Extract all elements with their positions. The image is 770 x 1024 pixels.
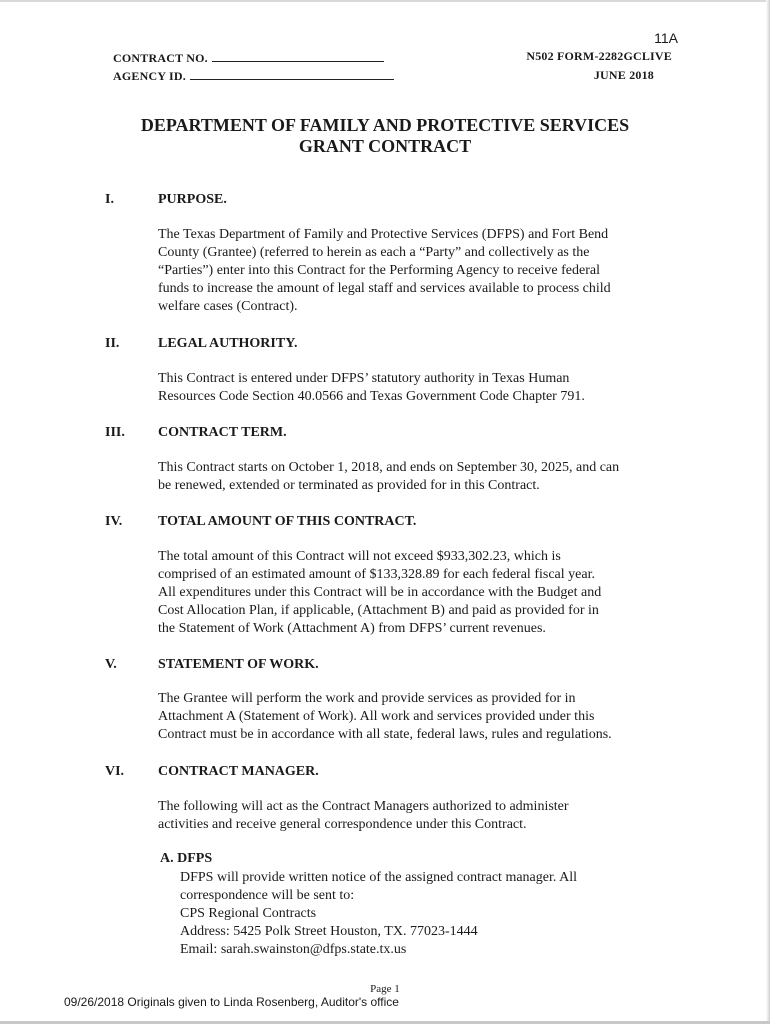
document-title: DEPARTMENT OF FAMILY AND PROTECTIVE SERVICES [140,115,630,135]
section-body [158,548,663,638]
section-numeral: II. [105,336,120,351]
body-line: Address: 5425 Polk Street Houston, TX. 77023-1444 [180,924,478,939]
body-line: Cost Allocation Plan, if applicable, (Attachment B) and paid as provided for in [158,603,599,618]
body-line: welfare cases (Contract). [158,299,298,314]
section-heading: STATEMENT OF WORK. [158,657,319,672]
contract-number-blank [212,49,384,62]
section-body [158,370,663,406]
form-number: N502 FORM-2282GCLIVE [526,49,672,63]
section-numeral: IV. [105,514,123,529]
body-line: comprised of an estimated amount of $133,328.89 for each federal fiscal year. [158,567,595,582]
document-subtitle: GRANT CONTRACT [298,136,472,156]
body-line: Email: sarah.swainston@dfps.state.tx.us [180,942,407,957]
section-body [158,226,663,316]
body-line: County (Grantee) (referred to herein as each a “Party” and collectively as the [158,245,590,260]
section-heading: CONTRACT MANAGER. [158,764,319,779]
section-body [158,690,663,744]
body-line: “Parties”) enter into this Contract for the Performing Agency to receive federal [158,263,600,278]
body-line: activities and receive general correspondence under this Contract. [158,817,527,832]
section-heading: LEGAL AUTHORITY. [158,336,298,351]
body-line: be renewed, extended or terminated as provided for in this Contract. [158,478,540,493]
body-line: This Contract starts on October 1, 2018, and ends on September 30, 2025, and can [158,460,620,475]
contract-number-field [113,49,384,66]
body-line: The Grantee will perform the work and provide services as provided for in [158,691,576,706]
agency-id-blank [190,67,394,80]
body-line: The total amount of this Contract will not exceed $933,302.23, which is [158,549,561,564]
scan-edge-top [0,0,770,2]
page-number: Page 1 [370,983,400,995]
section-numeral: I. [105,192,114,207]
agency-id-field [113,67,394,84]
section-numeral: V. [105,657,117,672]
body-line: DFPS will provide written notice of the assigned contract manager. All [180,870,577,885]
contract-number-label: CONTRACT NO. [113,51,208,65]
agency-id-label: AGENCY ID. [113,69,186,83]
body-line: The Texas Department of Family and Protective Services (DFPS) and Fort Bend [158,227,609,242]
body-line: The following will act as the Contract Managers authorized to administer [158,799,569,814]
body-line: All expenditures under this Contract will be in accordance with the Budget and [158,585,602,600]
section-heading: PURPOSE. [158,192,227,207]
form-date: JUNE 2018 [593,68,654,82]
section-heading: TOTAL AMOUNT OF THIS CONTRACT. [158,514,417,529]
body-line: the Statement of Work (Attachment A) from DFPS’ current revenues. [158,621,546,636]
body-line: correspondence will be sent to: [180,888,355,903]
body-line: Contract must be in accordance with all state, federal laws, rules and regulations. [158,727,612,742]
body-line: Resources Code Section 40.0566 and Texas Government Code Chapter 791. [158,389,585,404]
body-line: This Contract is entered under DFPS’ statutory authority in Texas Human [158,371,570,386]
section-heading: CONTRACT TERM. [158,425,287,440]
section-numeral: VI. [105,764,125,779]
handwritten-footer-note: 09/26/2018 Originals given to Linda Rosenberg, Auditor's office [64,995,399,1009]
document-tag: 11A [654,30,678,46]
section-numeral: III. [105,425,125,440]
body-line: CPS Regional Contracts [180,906,317,921]
subsection-heading: A. DFPS [160,851,213,866]
section-body [158,798,663,834]
body-line: funds to increase the amount of legal staff and services available to process child [158,281,611,296]
body-line: Attachment A (Statement of Work). All work and services provided under this [158,709,595,724]
section-body [158,459,663,495]
subsection-body [180,869,577,959]
